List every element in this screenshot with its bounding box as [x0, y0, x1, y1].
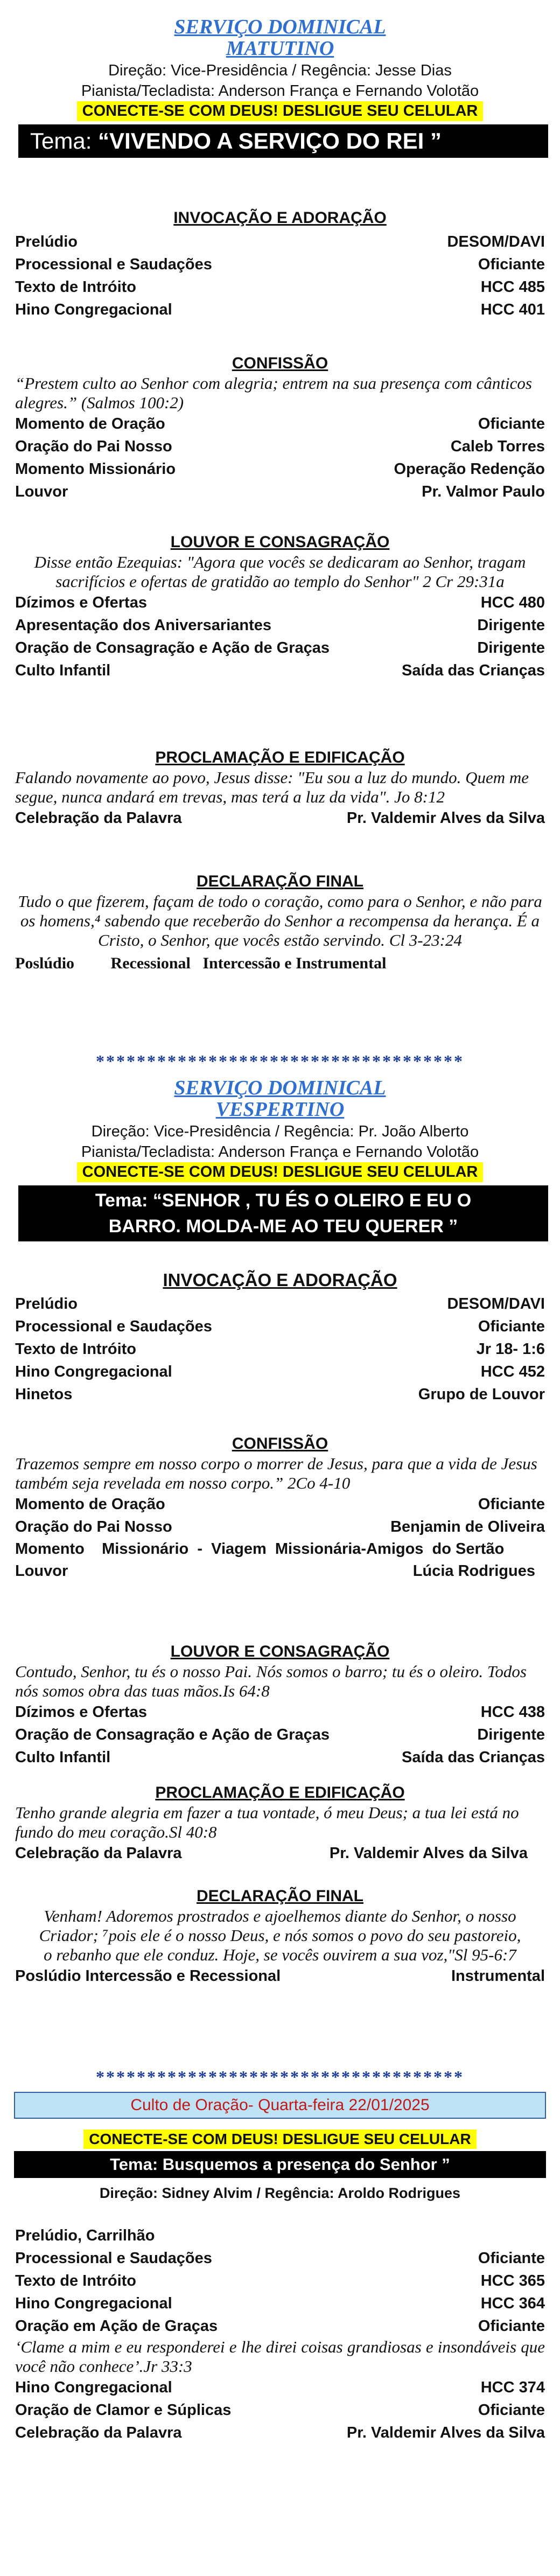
row-value: Oficiante: [478, 256, 545, 273]
program-row: [0, 2247, 560, 2270]
evening-praise-title: LOUVOR E CONSAGRAÇÃO: [170, 1643, 390, 1660]
row-item: Celebração da Palavra: [15, 1845, 182, 1862]
row-value: Grupo de Louvor: [418, 1386, 545, 1403]
program-row: [0, 480, 560, 503]
row-item: Prelúdio, Carrilhão: [15, 2227, 155, 2244]
row-item: Texto de Intróito: [15, 1341, 137, 1358]
stars-divider: ************************************: [96, 2067, 464, 2086]
row-value: Oficiante: [478, 1318, 545, 1335]
program-row: [0, 637, 560, 659]
row-item: Processional e Saudações: [15, 1318, 212, 1335]
row-item: Oração de Consagração e Ação de Graças: [15, 639, 330, 657]
evening-missionary-row: Momento Missionário - Viagem Missionária-Amigos do Sertão: [15, 1540, 505, 1558]
morning-postlude: Poslúdio Recessional Intercessão e Instrumental: [15, 954, 387, 972]
row-item: Poslúdio Intercessão e Recessional: [15, 1967, 281, 1985]
row-item: Hino Congregacional: [15, 1363, 172, 1380]
row-value: DESOM/DAVI: [447, 1295, 545, 1313]
morning-final-declaration-section: [0, 872, 560, 973]
row-item: Hinetos: [15, 1386, 73, 1403]
morning-confession-quote: “Prestem culto ao Senhor com alegria; entrem na sua presença com cânticos alegres.” (Salmos 100:2): [15, 374, 532, 412]
row-value: HCC 452: [480, 1363, 545, 1380]
morning-title-line2: MATUTINO: [226, 37, 334, 60]
row-value: HCC 374: [480, 2379, 545, 2396]
program-row: [0, 253, 560, 276]
morning-final-title: DECLARAÇÃO FINAL: [197, 872, 363, 890]
evening-proclamation-section: [0, 1784, 560, 1865]
row-item: Hino Congregacional: [15, 2295, 172, 2312]
morning-direction: Direção: Vice-Presidência / Regência: Jesse Dias: [108, 62, 452, 79]
wednesday-direction: Direção: Sidney Alvim / Regência: Aroldo Rodrigues: [99, 2185, 461, 2201]
row-item: Oração de Clamor e Súplicas: [15, 2402, 232, 2419]
evening-invocation-title: INVOCAÇÃO E ADORAÇÃO: [163, 1270, 397, 1290]
program-row: [0, 298, 560, 321]
evening-confession-section: [0, 1435, 560, 1582]
program-row: [0, 1293, 560, 1315]
wednesday-quote: ‘Clame a mim e eu responderei e lhe direi coisas grandiosas e insondáveis que você não conhece’.Jr 33:3: [15, 2337, 545, 2376]
wednesday-banner: Culto de Oração- Quarta-feira 22/01/2025: [14, 2092, 546, 2119]
morning-final-quote: Tudo o que fizerem, façam de todo o coração, como para o Senhor, e não para os homens,⁴ sabendo que receberão do Senhor a recompensa da herança. É a Cristo, o Senhor, que vocês estão servindo. Cl 3-23:24: [18, 892, 542, 950]
program-row: [0, 1560, 560, 1582]
evening-title-line1: SERVIÇO DOMINICAL: [174, 1077, 386, 1099]
program-row: [0, 2376, 560, 2399]
row-value: HCC 364: [480, 2295, 545, 2312]
morning-proclamation-quote: Falando novamente ao povo, Jesus disse: "Eu sou a luz do mundo. Quem me segue, nunca andará em trevas, mas terá a luz da vida". Jo 8:12: [15, 768, 529, 806]
row-value: Benjamin de Oliveira: [390, 1518, 545, 1535]
program-row: [0, 435, 560, 458]
row-item: Dízimos e Ofertas: [15, 594, 147, 611]
evening-connect-banner: CONECTE-SE COM DEUS! DESLIGUE SEU CELULAR: [77, 1162, 484, 1182]
evening-proclamation-title: PROCLAMAÇÃO E EDIFICAÇÃO: [155, 1784, 405, 1802]
row-value: Jr 18- 1:6: [476, 1341, 545, 1358]
row-item: Oração do Pai Nosso: [15, 438, 172, 455]
wednesday-connect-banner: CONECTE-SE COM DEUS! DESLIGUE SEU CELULAR: [83, 2130, 476, 2149]
row-item: Louvor: [15, 1562, 68, 1580]
program-row: [0, 659, 560, 682]
evening-final-declaration-section: [0, 1887, 560, 1987]
program-row: [0, 2315, 560, 2337]
program-row: [0, 2224, 560, 2247]
morning-theme-text: “VIVENDO A SERVIÇO DO REI ”: [98, 128, 442, 153]
wednesday-service-header: [0, 2092, 560, 2204]
program-row: [0, 807, 560, 829]
morning-service-header: [0, 16, 560, 158]
row-item: Culto Infantil: [15, 662, 111, 679]
morning-praise-title: LOUVOR E CONSAGRAÇÃO: [170, 533, 390, 551]
program-row: [0, 1383, 560, 1406]
row-item: Texto de Intróito: [15, 278, 137, 296]
morning-praise-section: [0, 533, 560, 682]
row-item: Louvor: [15, 483, 68, 500]
row-value: HCC 438: [480, 1704, 545, 1721]
program-row: [0, 276, 560, 298]
program-row: [0, 1723, 560, 1746]
program-row: [0, 1315, 560, 1338]
row-value: HCC 480: [480, 594, 545, 611]
row-item: Hino Congregacional: [15, 301, 172, 318]
row-item: Prelúdio: [15, 1295, 78, 1313]
evening-theme-line1: Tema: “SENHOR , TU ÉS O OLEIRO E EU O: [95, 1190, 472, 1211]
morning-proclamation-section: [0, 749, 560, 829]
morning-theme-label: Tema:: [30, 128, 99, 153]
row-item: Momento de Oração: [15, 1496, 165, 1513]
program-row: [0, 2292, 560, 2315]
row-value: Oficiante: [478, 1496, 545, 1513]
row-value: Instrumental: [451, 1967, 545, 1985]
evening-praise-section: [0, 1643, 560, 1769]
row-value: Saída das Crianças: [402, 662, 545, 679]
row-item: Hino Congregacional: [15, 2379, 172, 2396]
program-row: [0, 1338, 560, 1360]
program-row: [0, 591, 560, 614]
program-row: [0, 413, 560, 435]
row-item: Momento Missionário: [15, 460, 176, 478]
program-row: [0, 2270, 560, 2292]
row-value: Dirigente: [477, 617, 545, 634]
morning-pianist: Pianista/Tecladista: Anderson França e Fernando Volotão: [81, 82, 479, 100]
row-value: Pr. Valdemir Alves da Silva: [329, 1845, 528, 1862]
row-item: Processional e Saudações: [15, 2250, 212, 2267]
morning-invocation-title: INVOCAÇÃO E ADORAÇÃO: [173, 209, 387, 227]
separator-stars-2: [0, 2067, 560, 2087]
row-item: Prelúdio: [15, 233, 78, 250]
evening-service-header: [0, 1077, 560, 1241]
row-value: Oficiante: [478, 415, 545, 432]
morning-title-line1: SERVIÇO DOMINICAL: [174, 16, 386, 38]
evening-postlude-row: [0, 1965, 560, 1987]
evening-direction: Direção: Vice-Presidência / Regência: Pr. João Alberto: [91, 1123, 469, 1140]
row-value: DESOM/DAVI: [447, 233, 545, 250]
evening-pianist: Pianista/Tecladista: Anderson França e Fernando Volotão: [81, 1143, 479, 1161]
program-row: [0, 1701, 560, 1723]
row-value: Caleb Torres: [450, 438, 545, 455]
row-item: Dízimos e Ofertas: [15, 1704, 147, 1721]
row-item: Texto de Intróito: [15, 2272, 137, 2289]
program-row: [0, 1493, 560, 1516]
program-row: [0, 2421, 560, 2444]
evening-confession-quote: Trazemos sempre em nosso corpo o morrer de Jesus, para que a vida de Jesus também seja revelada em nosso corpo.” 2Co 4-10: [15, 1454, 537, 1492]
program-row: [0, 1516, 560, 1538]
stars-divider: ************************************: [96, 1051, 464, 1071]
row-value: Dirigente: [477, 639, 545, 657]
row-item: Celebração da Palavra: [15, 2424, 182, 2441]
row-value: Pr. Valdemir Alves da Silva: [346, 2424, 545, 2441]
row-item: Apresentação dos Aniversariantes: [15, 617, 272, 634]
program-row: [0, 1746, 560, 1769]
morning-confession-section: [0, 354, 560, 503]
morning-praise-quote: Disse então Ezequias: "Agora que vocês se dedicaram ao Senhor, tragam sacrifícios e ofertas de gratidão ao templo do Senhor" 2 Cr 29:31a: [34, 553, 526, 591]
row-value: Saída das Crianças: [402, 1749, 545, 1766]
row-value: Oficiante: [478, 2317, 545, 2335]
wednesday-theme-bar: Tema: Busquemos a presença do Senhor ”: [14, 2151, 546, 2178]
program-row: [0, 1360, 560, 1383]
evening-invocation-section: [0, 1270, 560, 1406]
row-item: Momento de Oração: [15, 415, 165, 432]
evening-confession-title: CONFISSÃO: [232, 1435, 328, 1453]
program-row: [0, 231, 560, 253]
row-item: Celebração da Palavra: [15, 809, 182, 827]
row-item: Oração de Consagração e Ação de Graças: [15, 1726, 330, 1743]
row-value: Dirigente: [477, 1726, 545, 1743]
evening-final-quote: Venham! Adoremos prostrados e ajoelhemos diante do Senhor, o nosso Criador; ⁷pois ele é o nosso Deus, e nós somos o povo do seu pastoreio, o rebanho que ele conduz. Hoje, se vocês ouvirem a sua voz,"Sl 95-6:7: [39, 1907, 521, 1964]
program-row: [0, 1842, 560, 1865]
row-value: HCC 401: [480, 301, 545, 318]
evening-theme-line2: BARRO. MOLDA-ME AO TEU QUERER ”: [108, 1216, 458, 1237]
morning-proclamation-title: PROCLAMAÇÃO E EDIFICAÇÃO: [155, 749, 405, 766]
program-row: [0, 2399, 560, 2421]
row-item: Oração em Ação de Graças: [15, 2317, 218, 2335]
evening-title-line2: VESPERTINO: [215, 1098, 345, 1121]
row-value: HCC 365: [480, 2272, 545, 2289]
wednesday-program-section: [0, 2224, 560, 2444]
morning-theme-bar: [18, 124, 548, 158]
program-row: [0, 458, 560, 480]
row-item: Processional e Saudações: [15, 256, 212, 273]
row-value: Oficiante: [478, 2402, 545, 2419]
row-value: Pr. Valmor Paulo: [422, 483, 545, 500]
evening-final-title: DECLARAÇÃO FINAL: [197, 1887, 363, 1905]
morning-invocation-section: [0, 209, 560, 321]
evening-proclamation-quote: Tenho grande alegria em fazer a tua vontade, ó meu Deus; a tua lei está no fundo do meu coração.Sl 40:8: [15, 1803, 519, 1841]
row-value: Oficiante: [478, 2250, 545, 2267]
row-value: Operação Redenção: [394, 460, 545, 478]
row-item: Culto Infantil: [15, 1749, 111, 1766]
separator-stars: [0, 1051, 560, 1071]
row-item: Oração do Pai Nosso: [15, 1518, 172, 1535]
row-value: HCC 485: [480, 278, 545, 296]
morning-confession-title: CONFISSÃO: [232, 354, 328, 372]
row-value: Lúcia Rodrigues: [412, 1562, 535, 1580]
row-value: Pr. Valdemir Alves da Silva: [346, 809, 545, 827]
evening-theme-bar: [18, 1185, 548, 1241]
evening-praise-quote: Contudo, Senhor, tu és o nosso Pai. Nós somos o barro; tu és o oleiro. Todos nós somos obra das tuas mãos.Is 64:8: [15, 1662, 527, 1700]
program-row: [0, 614, 560, 637]
morning-connect-banner: CONECTE-SE COM DEUS! DESLIGUE SEU CELULAR: [77, 101, 484, 121]
